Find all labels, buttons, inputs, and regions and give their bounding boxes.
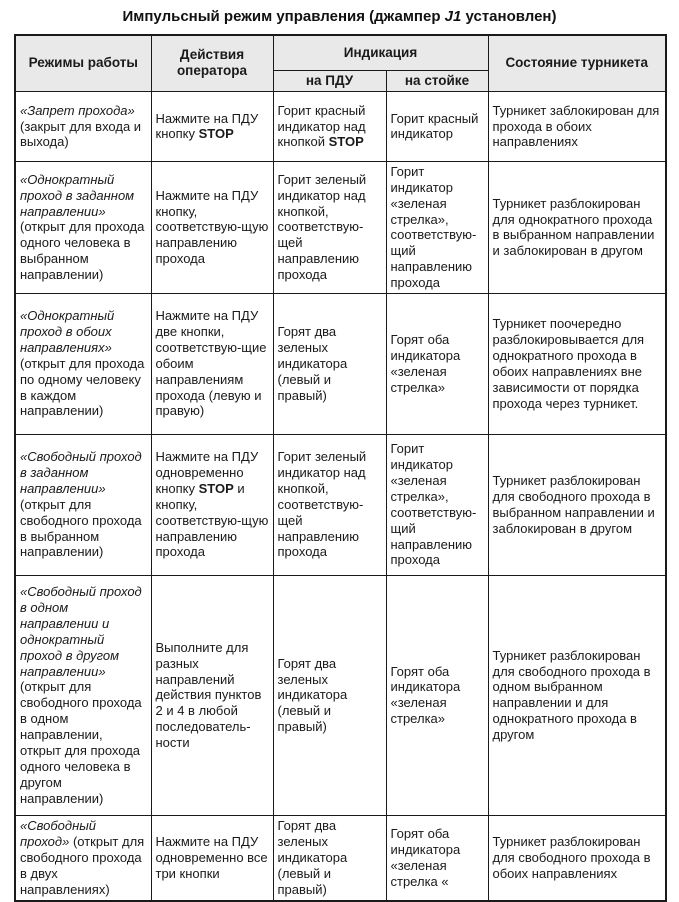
table-header: [15, 35, 666, 91]
stand-indication-cell: Горят оба индикатора «зеленая стрелка»: [386, 293, 488, 434]
table-row: [15, 815, 666, 901]
header-cell-turnstile-state: Состояние турникета: [488, 35, 666, 91]
action-cell: Нажмите на ПДУ кнопку, соответствую-щую направлению прохода: [151, 161, 273, 293]
state-cell: Турникет поочередно разблокировывается для однократного прохода в обоих направлениях вне зависимости от порядка прохода через турникет.: [488, 293, 666, 434]
state-cell: Турникет разблокирован для однократного прохода в выбранном направлении и заблокирован в другом: [488, 161, 666, 293]
action-cell: Нажмите на ПДУ две кнопки, соответствую-щие обоим направлениям прохода (левую и правую): [151, 293, 273, 434]
state-cell: Турникет разблокирован для свободного прохода в обоих направлениях: [488, 815, 666, 901]
pdu-indication-cell: Горят два зеленых индикатора (левый и правый): [273, 575, 386, 815]
control-modes-table: [14, 34, 667, 902]
stand-indication-cell: Горят оба индикатора «зеленая стрелка «: [386, 815, 488, 901]
mode-cell: «Однократный проход в обоих направлениях» (открыт для прохода по одному человеку в каждом направлении): [15, 293, 151, 434]
stand-indication-cell: Горят оба индикатора «зеленая стрелка»: [386, 575, 488, 815]
table-body: [15, 91, 666, 901]
state-cell: Турникет разблокирован для свободного прохода в одном выбранном направлении и для однократного прохода в другом: [488, 575, 666, 815]
action-cell: Выполните для разных направлений действия пунктов 2 и 4 в любой последователь-ности: [151, 575, 273, 815]
action-cell: Нажмите на ПДУ одновременно кнопку STOP и кнопку, соответствую-щую направлению прохода: [151, 434, 273, 575]
table-row: [15, 293, 666, 434]
mode-cell: «Запрет прохода» (закрыт для входа и выхода): [15, 91, 151, 161]
pdu-indication-cell: Горят два зеленых индикатора (левый и правый): [273, 815, 386, 901]
state-cell: Турникет разблокирован для свободного прохода в выбранном направлении и заблокирован в другом: [488, 434, 666, 575]
header-cell-operator-actions: Действия оператора: [151, 35, 273, 91]
pdu-indication-cell: Горит зеленый индикатор над кнопкой, соответствую-щей направлению прохода: [273, 161, 386, 293]
table-row: [15, 434, 666, 575]
table-row: [15, 91, 666, 161]
header-cell-indication: Индикация: [273, 35, 488, 70]
stand-indication-cell: Горит красный индикатор: [386, 91, 488, 161]
table-row: [15, 575, 666, 815]
stand-indication-cell: Горит индикатор «зеленая стрелка», соответствую-щий направлению прохода: [386, 161, 488, 293]
mode-cell: «Однократный проход в заданном направлении» (открыт для прохода одного человека в выбранном направлении): [15, 161, 151, 293]
mode-cell: «Свободный проход» (открыт для свободного прохода в двух направлениях): [15, 815, 151, 901]
table-row: [15, 161, 666, 293]
action-cell: Нажмите на ПДУ одновременно все три кнопки: [151, 815, 273, 901]
pdu-indication-cell: Горит зеленый индикатор над кнопкой, соответствую-щей направлению прохода: [273, 434, 386, 575]
action-cell: Нажмите на ПДУ кнопку STOP: [151, 91, 273, 161]
stand-indication-cell: Горит индикатор «зеленая стрелка», соответствую-щий направлению прохода: [386, 434, 488, 575]
header-cell-on-stand: на стойке: [386, 70, 488, 91]
mode-cell: «Свободный проход в заданном направлении» (открыт для свободного прохода в выбранном направлении): [15, 434, 151, 575]
pdu-indication-cell: Горит красный индикатор над кнопкой STOP: [273, 91, 386, 161]
header-cell-on-pdu: на ПДУ: [273, 70, 386, 91]
mode-cell: «Свободный проход в одном направлении и однократный проход в другом направлении» (открыт для свободного прохода в одном направлении, открыт для прохода одного человека в другом направлении): [15, 575, 151, 815]
page-title: Импульсный режим управления (джампер J1 установлен): [122, 8, 557, 25]
header-cell-modes: Режимы работы: [15, 35, 151, 91]
pdu-indication-cell: Горят два зеленых индикатора (левый и правый): [273, 293, 386, 434]
state-cell: Турникет заблокирован для прохода в обоих направлениях: [488, 91, 666, 161]
header-row-top: [15, 35, 666, 70]
